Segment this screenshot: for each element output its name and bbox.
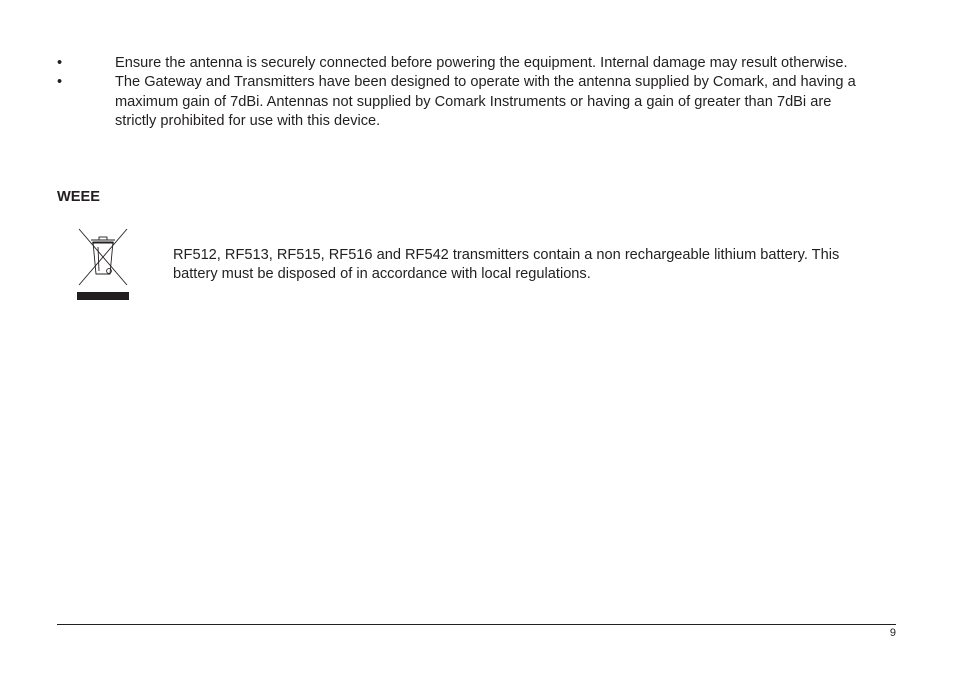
weee-heading: WEEE <box>57 189 100 205</box>
crossed-out-wheelie-bin-icon <box>77 227 129 301</box>
footer-divider <box>57 624 896 625</box>
bullet-mark: • <box>57 74 63 91</box>
bullet-item-antenna-connection <box>57 54 872 73</box>
safety-bullet-list <box>57 54 872 132</box>
bullet-mark: • <box>57 55 63 71</box>
page-number: 9 <box>889 627 896 639</box>
bullet-text: Ensure the antenna is securely connected before powering the equipment. Internal damage may result otherwise. <box>115 55 848 71</box>
bullet-text: The Gateway and Transmitters have been designed to operate with the antenna supplied by Comark, and having a maximum gain of 7dBi. Antennas not supplied by Comark Instruments or having a gain of greater than 7dBi are strictly prohibited for use with this device. <box>115 74 856 130</box>
weee-battery-disposal-text: RF512, RF513, RF515, RF516 and RF542 transmitters contain a non rechargeable lithium battery. This battery must be disposed of in accordance with local regulations. <box>173 247 840 283</box>
bullet-item-antenna-gain <box>57 73 872 131</box>
